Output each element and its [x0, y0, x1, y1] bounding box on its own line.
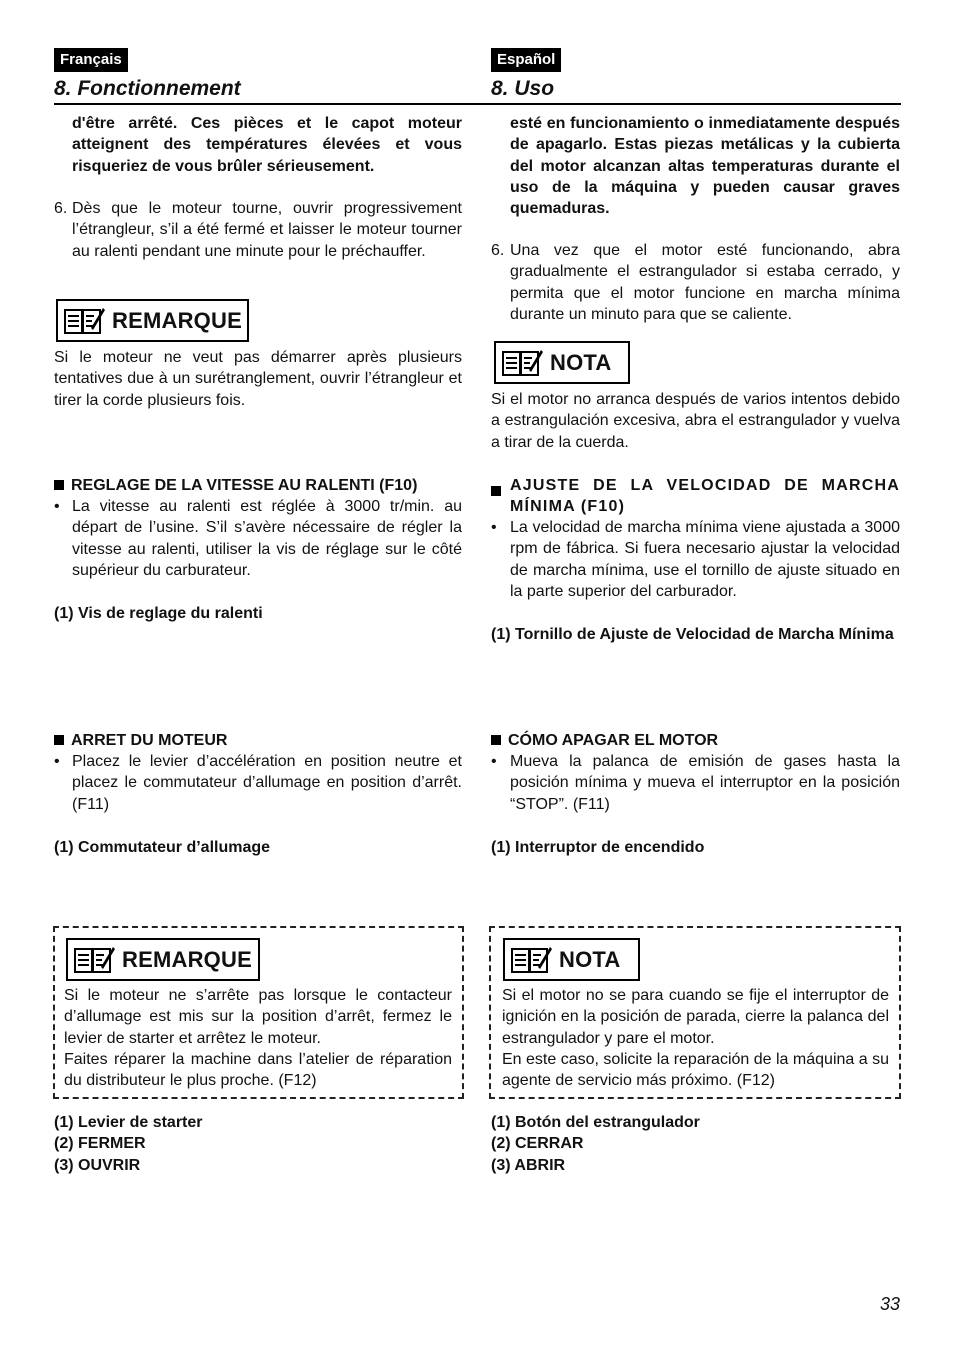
language-tab-french: Français: [54, 48, 128, 72]
notebook-pencil-icon: [74, 945, 116, 975]
section-title-left: 8. Fonctionnement: [54, 77, 241, 100]
note-text-left-2b: Faites réparer la machine dans l’atelier de réparation du distributeur le plus proche. (F12): [64, 1051, 452, 1090]
caption-idle-right: (1) Tornillo de Ajuste de Velocidad de Marcha Mínima: [491, 626, 894, 643]
notebook-pencil-icon: [64, 306, 106, 336]
heading-idle-right: AJUSTE DE LA VELOCIDAD DE MARCHA MÍNIMA (F10): [491, 475, 900, 518]
warning-continuation-left: d'être arrêté. Ces pièces et le capot moteur atteignent des températures élevées et vous risqueriez de vous brûler sérieusement.: [72, 115, 462, 175]
heading-stop-left: ARRET DU MOTEUR: [54, 730, 462, 751]
caption-stop-left: (1) Commutateur d’allumage: [54, 839, 271, 856]
caption-stop-right: (1) Interruptor de encendido: [491, 839, 705, 856]
warning-continuation-right: esté en funcionamiento o inmediatamente después de apagarlo. Estas piezas metálicas y la cubierta del motor alcanzan altas temperaturas durante el uso de la máquina y pueden causar graves quemaduras.: [510, 115, 900, 218]
note-text-left-2a: Si le moteur ne s’arrête pas lorsque le contacteur d’allumage est mis sur la position d’arrêt, fermez le levier de starter et arrêtez le moteur.: [64, 987, 452, 1047]
note-label: REMARQUE: [112, 307, 242, 333]
note-box-remarque-2: [66, 938, 260, 981]
note-text-right-1: Si el motor no arranca después de varios intentos debido a estrangulación excesiva, abra el estrangulador y vuelva a tirar de la cuerda.: [491, 391, 900, 451]
language-tab-spanish: Español: [491, 48, 561, 72]
caption-item: (1) Levier de starter: [54, 1114, 203, 1131]
caption-list-right: [491, 1112, 700, 1176]
caption-item: (1) Botón del estrangulador: [491, 1114, 700, 1131]
bullet-stop-right: • Mueva la palanca de emisión de gases hasta la posición mínima y mueva el interruptor en la posición “STOP”. (F11): [491, 753, 900, 813]
step-6-left: [54, 198, 462, 262]
bullet-idle-right: • La velocidad de marcha mínima viene ajustada a 3000 rpm de fábrica. Si fuera necesario ajustar la velocidad de marcha mínima, use el tornillo de ajuste situado en la parte superior del carburador.: [491, 519, 900, 600]
step-text: Una vez que el motor esté funcionando, abra gradualmente el estrangulador si estaba cerrado, y permita que el motor funcione en marcha mínima durante un minuto para que se caliente.: [510, 242, 900, 323]
note-label: NOTA: [559, 946, 621, 972]
caption-item: (2) CERRAR: [491, 1135, 584, 1153]
caption-item: (2) FERMER: [54, 1135, 146, 1153]
caption-idle-left: (1) Vis de reglage du ralenti: [54, 605, 263, 622]
square-bullet-icon: [54, 480, 64, 490]
note-text-right-2b: En este caso, solicite la reparación de la máquina a su agente de servicio más próximo. (F12): [502, 1051, 889, 1090]
bullet-dot: •: [54, 753, 60, 770]
header-rule: [54, 103, 901, 105]
note-label: REMARQUE: [122, 946, 252, 972]
step-text: Dès que le moteur tourne, ouvrir progressivement l’étrangleur, s’il a été fermé et laisser le moteur tourner au ralenti pendant une minute pour le préchauffer.: [72, 200, 462, 260]
note-label: NOTA: [550, 349, 612, 375]
page-number: 33: [879, 1294, 900, 1314]
bullet-dot: •: [491, 753, 497, 770]
square-bullet-icon: [54, 735, 64, 745]
note-box-nota-1: [494, 341, 630, 384]
heading-idle-left: REGLAGE DE LA VITESSE AU RALENTI (F10): [54, 475, 462, 496]
caption-item: (3) OUVRIR: [54, 1156, 141, 1174]
bullet-stop-left: • Placez le levier d’accélération en position neutre et placez le commutateur d’allumage en position d’arrêt. (F11): [54, 753, 462, 813]
note-box-remarque-1: [56, 299, 249, 342]
step-number: 6.: [491, 242, 505, 259]
bullet-dot: •: [54, 498, 60, 515]
step-6-right: [491, 240, 900, 325]
caption-list-left: [54, 1112, 203, 1176]
note-box-nota-2: [503, 938, 640, 981]
bullet-idle-left: • La vitesse au ralenti est réglée à 3000 tr/min. au départ de l’usine. S’il s’avère nécessaire de régler la vitesse au ralenti, utiliser la vis de réglage sur le côté supérieur du carburateur.: [54, 498, 462, 579]
section-title-right: 8. Uso: [491, 77, 555, 100]
step-number: 6.: [54, 200, 68, 217]
note-text-right-2a: Si el motor no se para cuando se fije el interruptor de ignición en la posición de parada, cierre la palanca del estrangulador y pare el motor.: [502, 987, 889, 1047]
square-bullet-icon: [491, 486, 501, 496]
notebook-pencil-icon: [502, 348, 544, 378]
note-text-left-1: Si le moteur ne veut pas démarrer après plusieurs tentatives due à un surétranglement, ouvrir l’étrangleur et tirer la corde plusieurs fois.: [54, 349, 462, 409]
notebook-pencil-icon: [511, 945, 553, 975]
square-bullet-icon: [491, 735, 501, 745]
heading-stop-right: CÓMO APAGAR EL MOTOR: [491, 730, 900, 751]
bullet-dot: •: [491, 519, 497, 536]
caption-item: (3) ABRIR: [491, 1156, 566, 1174]
